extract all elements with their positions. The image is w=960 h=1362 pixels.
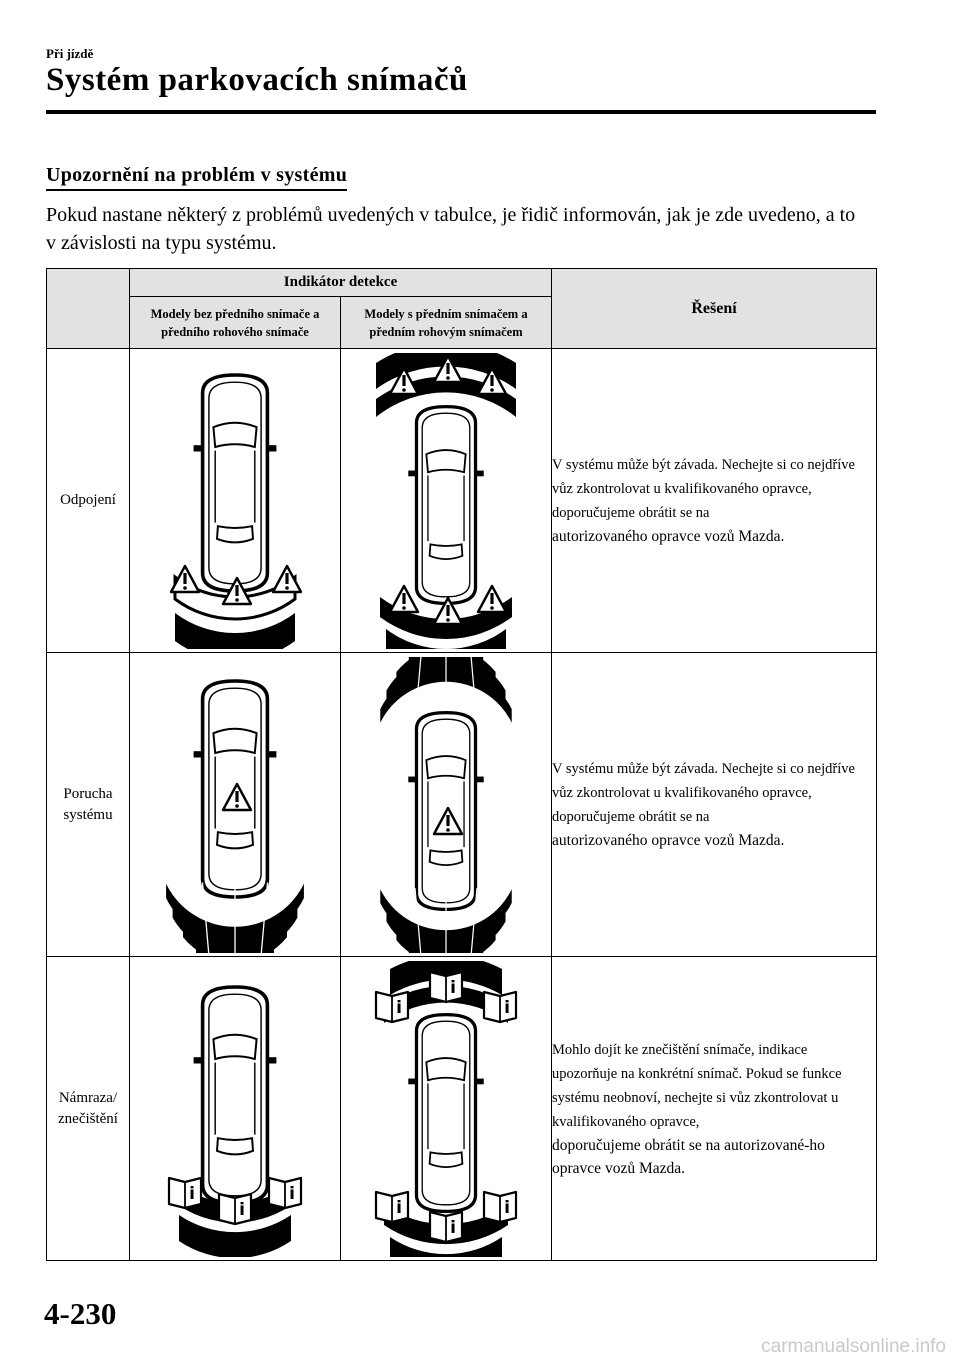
indicator-front <box>341 349 552 653</box>
manual-book-icon <box>484 1192 516 1222</box>
indicator-no-front <box>130 653 341 957</box>
row-label: Porucha systému <box>47 653 130 957</box>
warning-triangle-icon <box>273 566 301 592</box>
car-top-view <box>408 1014 483 1211</box>
row-label: Odpojení <box>47 349 130 653</box>
indicator-no-front <box>130 349 341 653</box>
rear-sensor-zones <box>380 888 511 953</box>
table-row <box>47 957 877 1261</box>
detection-indicator-header: Indikátor detekce <box>130 269 552 297</box>
solution-text: V systému může být závada. Nechejte si co nejdříve vůz zkontrolovat u kvalifikovaného opravce, doporučujeme obrátit se na <box>552 457 855 521</box>
solution-text: autorizovaného opravce vozů Mazda. <box>552 528 785 545</box>
rear-sensor-zones <box>166 882 304 953</box>
warning-triangle-icon <box>390 586 418 612</box>
manual-book-icon <box>430 1212 462 1242</box>
solution-text: autorizovaného opravce vozů Mazda. <box>552 832 785 849</box>
car-top-view <box>194 375 277 591</box>
manual-book-icon <box>484 992 516 1022</box>
manual-book-icon <box>376 1192 408 1222</box>
col-front-sensor: Modely s předním snímačem a předním rohovým snímačem <box>341 297 552 349</box>
subheading: Upozornění na problém v systému <box>46 164 347 191</box>
solution-text: opravce vozů Mazda. <box>552 1159 685 1177</box>
row-label: Námraza/ znečištění <box>47 957 130 1261</box>
manual-book-icon <box>219 1194 251 1224</box>
indicator-front <box>341 653 552 957</box>
manual-book-icon <box>376 992 408 1022</box>
title-rule <box>46 110 876 114</box>
solution-cell <box>552 349 877 653</box>
solution-text: Mohlo dojít ke znečištění snímače, indikace upozorňuje na konkrétní snímač. Pokud se funkce systému neobnoví, nechejte si vůz zkontrolovat u kvalifikovaného opravce, <box>552 1041 842 1130</box>
page-title: Systém parkovacích snímačů <box>46 62 468 98</box>
car-top-view <box>408 406 483 603</box>
col-no-front-sensor: Modely bez předního snímače a předního rohového snímače <box>130 297 341 349</box>
manual-book-icon <box>169 1178 201 1208</box>
solution-cell <box>552 653 877 957</box>
intro-paragraph: Pokud nastane některý z problémů uvedených v tabulce, je řidič informován, jak je zde uvedeno, a to v závislosti na typu systému. <box>46 204 856 254</box>
warning-triangle-icon <box>478 586 506 612</box>
corner-cell <box>47 269 130 349</box>
solution-text: V systému může být závada. Nechejte si co nejdříve vůz zkontrolovat u kvalifikovaného opravce, doporučujeme obrátit se na <box>552 761 855 825</box>
manual-book-icon <box>430 972 462 1002</box>
solution-header: Řešení <box>552 269 877 349</box>
sensor-problem-table <box>46 268 877 1261</box>
indicator-front <box>341 957 552 1261</box>
page-number: 4-230 <box>44 1296 117 1331</box>
manual-book-icon <box>269 1178 301 1208</box>
solution-cell <box>552 957 877 1261</box>
table-row <box>47 653 877 957</box>
car-top-view <box>194 987 277 1203</box>
solution-text: doporučujeme obrátit se na autorizované-ho <box>552 1136 825 1154</box>
indicator-no-front <box>130 957 341 1261</box>
table-row <box>47 349 877 653</box>
watermark: carmanualsonline.info <box>761 1336 946 1357</box>
section-label: Při jízdě <box>46 46 94 61</box>
